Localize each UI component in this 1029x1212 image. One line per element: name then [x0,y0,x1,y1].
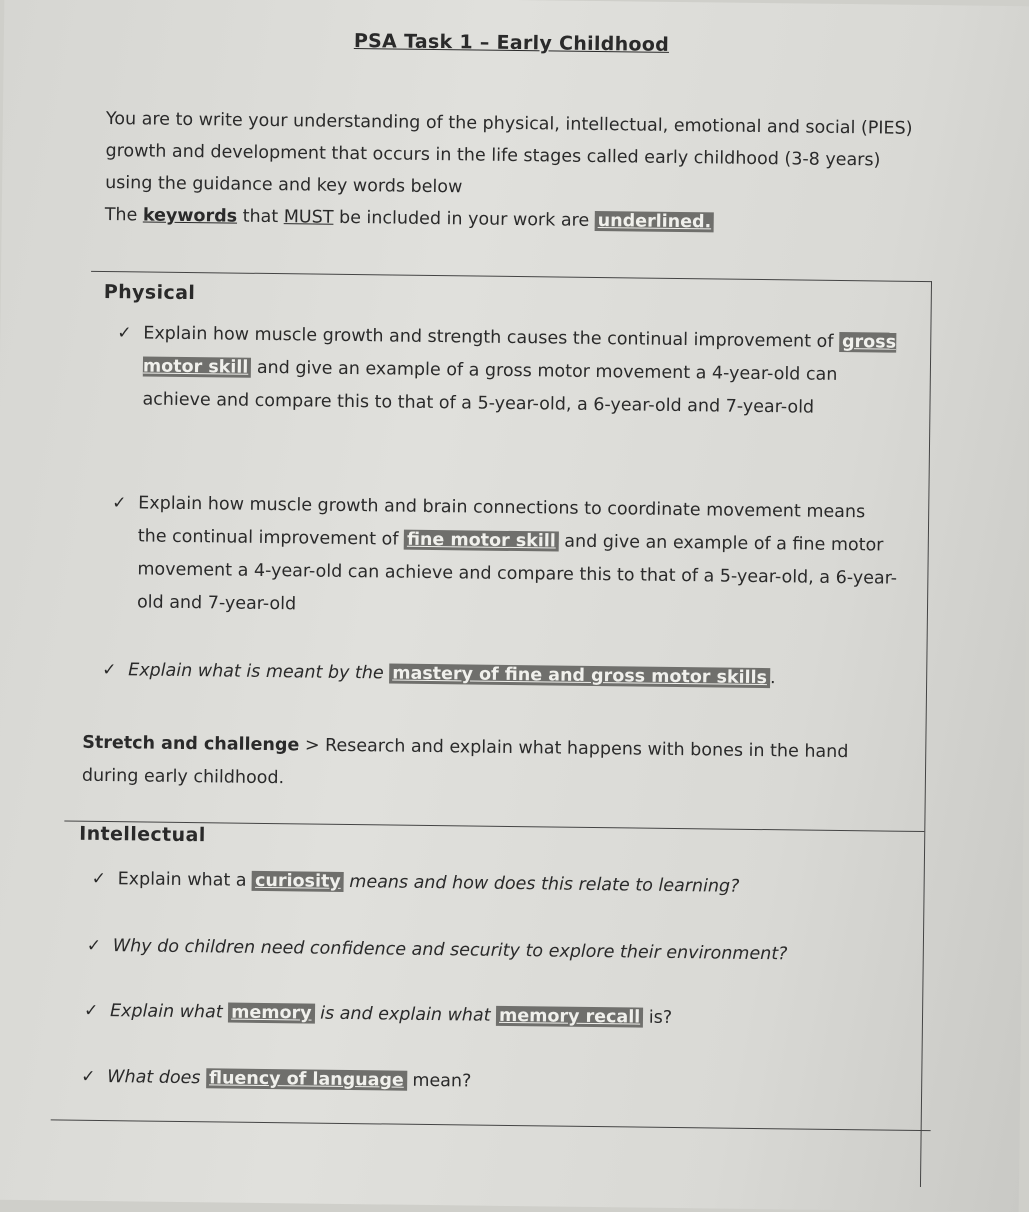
intro-paragraph [105,103,917,241]
physical-item-2-text: Explain how muscle growth and brain connections to coordinate movement means the continual improvement of [137,493,866,550]
check-icon: ✓ [81,1066,96,1087]
intellectual-item-1-text-end: means and how does this relate to learning? [343,871,740,897]
physical-item-2-text-end: and give an example of a fine motor movement a 4-year-old can achieve and compare this to that of a 5-year-old, a 6-year-old and 7-year-old [136,531,898,615]
physical-item-2 [112,487,899,628]
intellectual-heading: Intellectual [79,822,206,847]
check-icon: ✓ [102,659,117,681]
intro-kw-mid: that [236,206,284,228]
check-icon: ✓ [112,493,127,514]
keyword-memory-recall: memory recall [496,1006,643,1028]
intellectual-item-3-text-mid: is and explain what [314,1003,497,1026]
keyword-curiosity: curiosity [252,871,344,892]
must-word: MUST [283,207,334,228]
physical-item-1-text: Explain how muscle growth and strength causes the continual improvement of [143,323,840,352]
stretch-and-challenge [82,727,883,803]
keywords-word: keywords [142,205,238,227]
intro-text: You are to write your understanding of the physical, intellectual, emotional and social (PIES) growth and development that occurs in the life stages called early childhood (3-8 years) using the guidance and key words below [105,108,913,198]
stretch-label: Stretch and challenge [82,732,300,756]
physical-heading: Physical [103,280,196,305]
intro-kw-pre: The [104,204,144,226]
keyword-memory: memory [228,1003,315,1024]
intellectual-item-4-text-end: mean? [406,1070,472,1092]
intellectual-item-2-text: Why do children need confidence and security to explore their environment? [112,936,788,965]
intellectual-item-3-text-end: is? [643,1007,673,1028]
check-icon: ✓ [91,868,107,890]
page-title: PSA Task 1 – Early Childhood [353,30,670,56]
physical-item-1 [117,317,903,425]
physical-item-1-text-end: and give an example of a gross motor movement a 4-year-old can achieve and compare this to that of a 5-year-old, a 6-year-old and 7-year-old [142,357,838,418]
underlined-highlight: underlined. [595,211,715,232]
keyword-gross-motor-skill: gross motor skill [142,332,897,378]
intellectual-item-3-text: Explain what [109,1001,229,1023]
physical-item-3-text: Explain what is meant by the [128,660,390,684]
physical-item-3-text-end: . [769,668,776,689]
check-icon: ✓ [117,323,132,344]
check-icon: ✓ [86,935,102,956]
intellectual-item-4-text: What does [107,1067,207,1089]
stretch-text: > Research and explain what happens with bones in the hand during early childhood. [81,735,849,789]
intro-keywords-line [105,205,715,232]
intro-kw-post: be included in your work are [333,207,595,231]
keyword-mastery: mastery of fine and gross motor skills [389,663,770,688]
check-icon: ✓ [83,1000,99,1021]
keyword-fluency-of-language: fluency of language [206,1068,407,1090]
intellectual-item-1-text: Explain what a [117,869,253,891]
keyword-fine-motor-skill: fine motor skill [404,530,559,552]
